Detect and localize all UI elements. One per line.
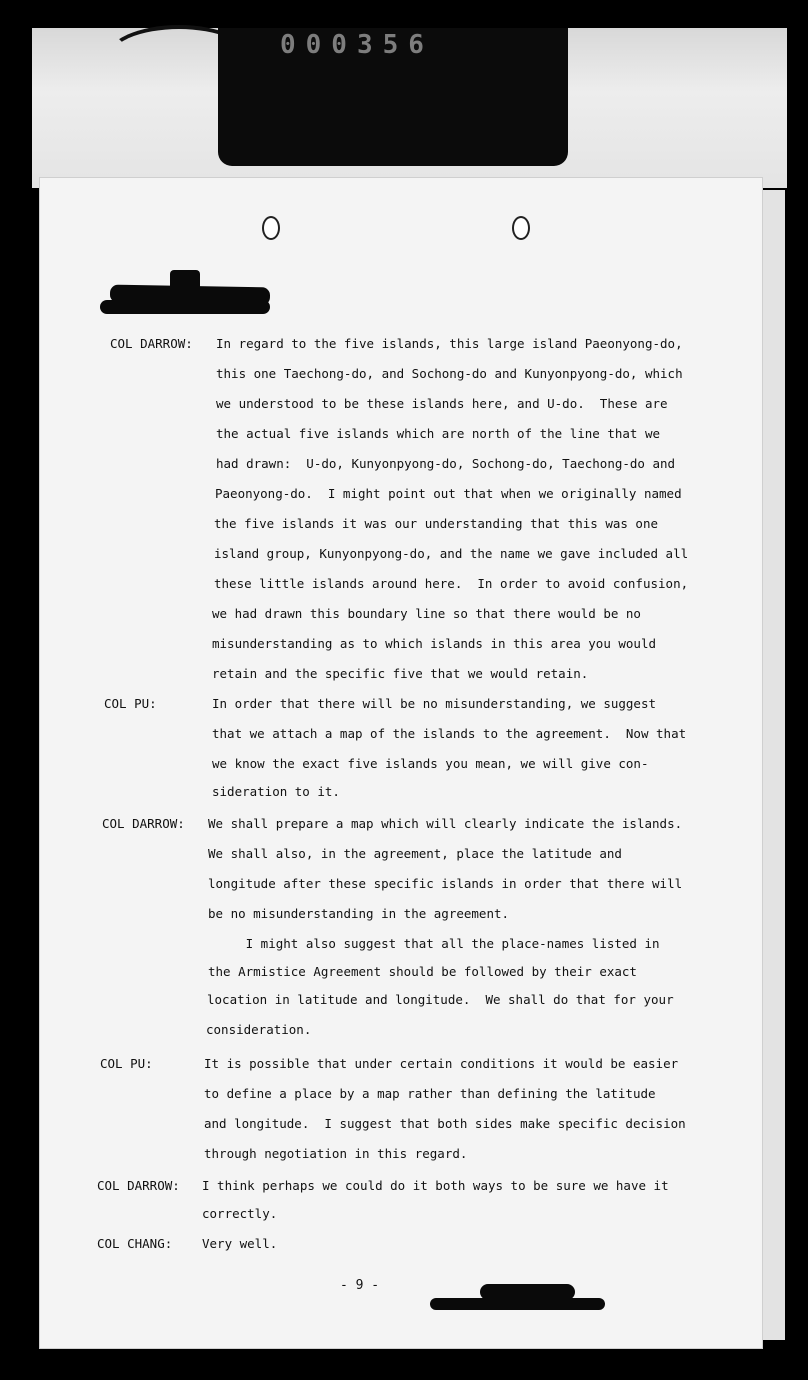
transcript-line: It is possible that under certain conditions it would be easier <box>204 1056 679 1071</box>
redaction-mark <box>430 1298 605 1310</box>
transcript-line: consideration. <box>206 1022 312 1037</box>
transcript-line: through negotiation in this regard. <box>204 1146 468 1161</box>
speaker-label: COL DARROW: <box>97 1178 180 1193</box>
transcript-line: to define a place by a map rather than defining the latitude <box>204 1086 656 1101</box>
speaker-label: COL PU: <box>104 696 157 711</box>
transcript-line: misunderstanding as to which islands in this area you would <box>212 636 657 651</box>
transcript-line: In order that there will be no misunderstanding, we suggest <box>212 696 657 711</box>
punch-hole <box>262 216 280 240</box>
transcript-line: these little islands around here. In order to avoid confusion, <box>214 576 689 591</box>
transcript-line: this one Taechong-do, and Sochong-do and Kunyonpyong-do, which <box>216 366 683 381</box>
transcript-line: Paeonyong-do. I might point out that when we originally named <box>215 486 682 501</box>
speaker-label: COL DARROW: <box>110 336 193 351</box>
page-number: - 9 - <box>340 1278 380 1293</box>
transcript-line: we know the exact five islands you mean, we will give con- <box>212 756 649 771</box>
speaker-label: COL PU: <box>100 1056 153 1071</box>
punch-hole <box>512 216 530 240</box>
transcript-line: correctly. <box>202 1206 278 1221</box>
transcript-line: I might also suggest that all the place-names listed in <box>208 936 660 951</box>
transcript-line: the Armistice Agreement should be followed by their exact <box>208 964 637 979</box>
transcript-line: we had drawn this boundary line so that there would be no <box>212 606 641 621</box>
redaction-mark <box>100 300 270 314</box>
transcript-line: location in latitude and longitude. We shall do that for your <box>207 992 674 1007</box>
transcript-line: that we attach a map of the islands to the agreement. Now that <box>212 726 687 741</box>
transcript-line: and longitude. I suggest that both sides make specific decision <box>204 1116 686 1131</box>
transcript-line: we understood to be these islands here, and U-do. These are <box>216 396 668 411</box>
transcript-line: the actual five islands which are north of the line that we <box>216 426 661 441</box>
transcript-line: had drawn: U-do, Kunyonpyong-do, Sochong-do, Taechong-do and <box>216 456 676 471</box>
transcript-line: retain and the specific five that we would retain. <box>212 666 589 681</box>
speaker-label: COL CHANG: <box>97 1236 173 1251</box>
stamp-number: 000356 <box>280 30 434 60</box>
transcript-line: Very well. <box>202 1236 278 1251</box>
transcript-line: In regard to the five islands, this large island Paeonyong-do, <box>216 336 683 351</box>
transcript-line: We shall also, in the agreement, place the latitude and <box>208 846 622 861</box>
transcript-line: sideration to it. <box>212 784 340 799</box>
transcript-line: the five islands it was our understanding that this was one <box>214 516 659 531</box>
transcript-line: I think perhaps we could do it both ways to be sure we have it <box>202 1178 669 1193</box>
document-page <box>40 178 762 1348</box>
speaker-label: COL DARROW: <box>102 816 185 831</box>
transcript-line: We shall prepare a map which will clearly indicate the islands. <box>208 816 683 831</box>
transcript-line: be no misunderstanding in the agreement. <box>208 906 510 921</box>
transcript-line: island group, Kunyonpyong-do, and the name we gave included all <box>214 546 689 561</box>
transcript-line: longitude after these specific islands in order that there will <box>208 876 683 891</box>
